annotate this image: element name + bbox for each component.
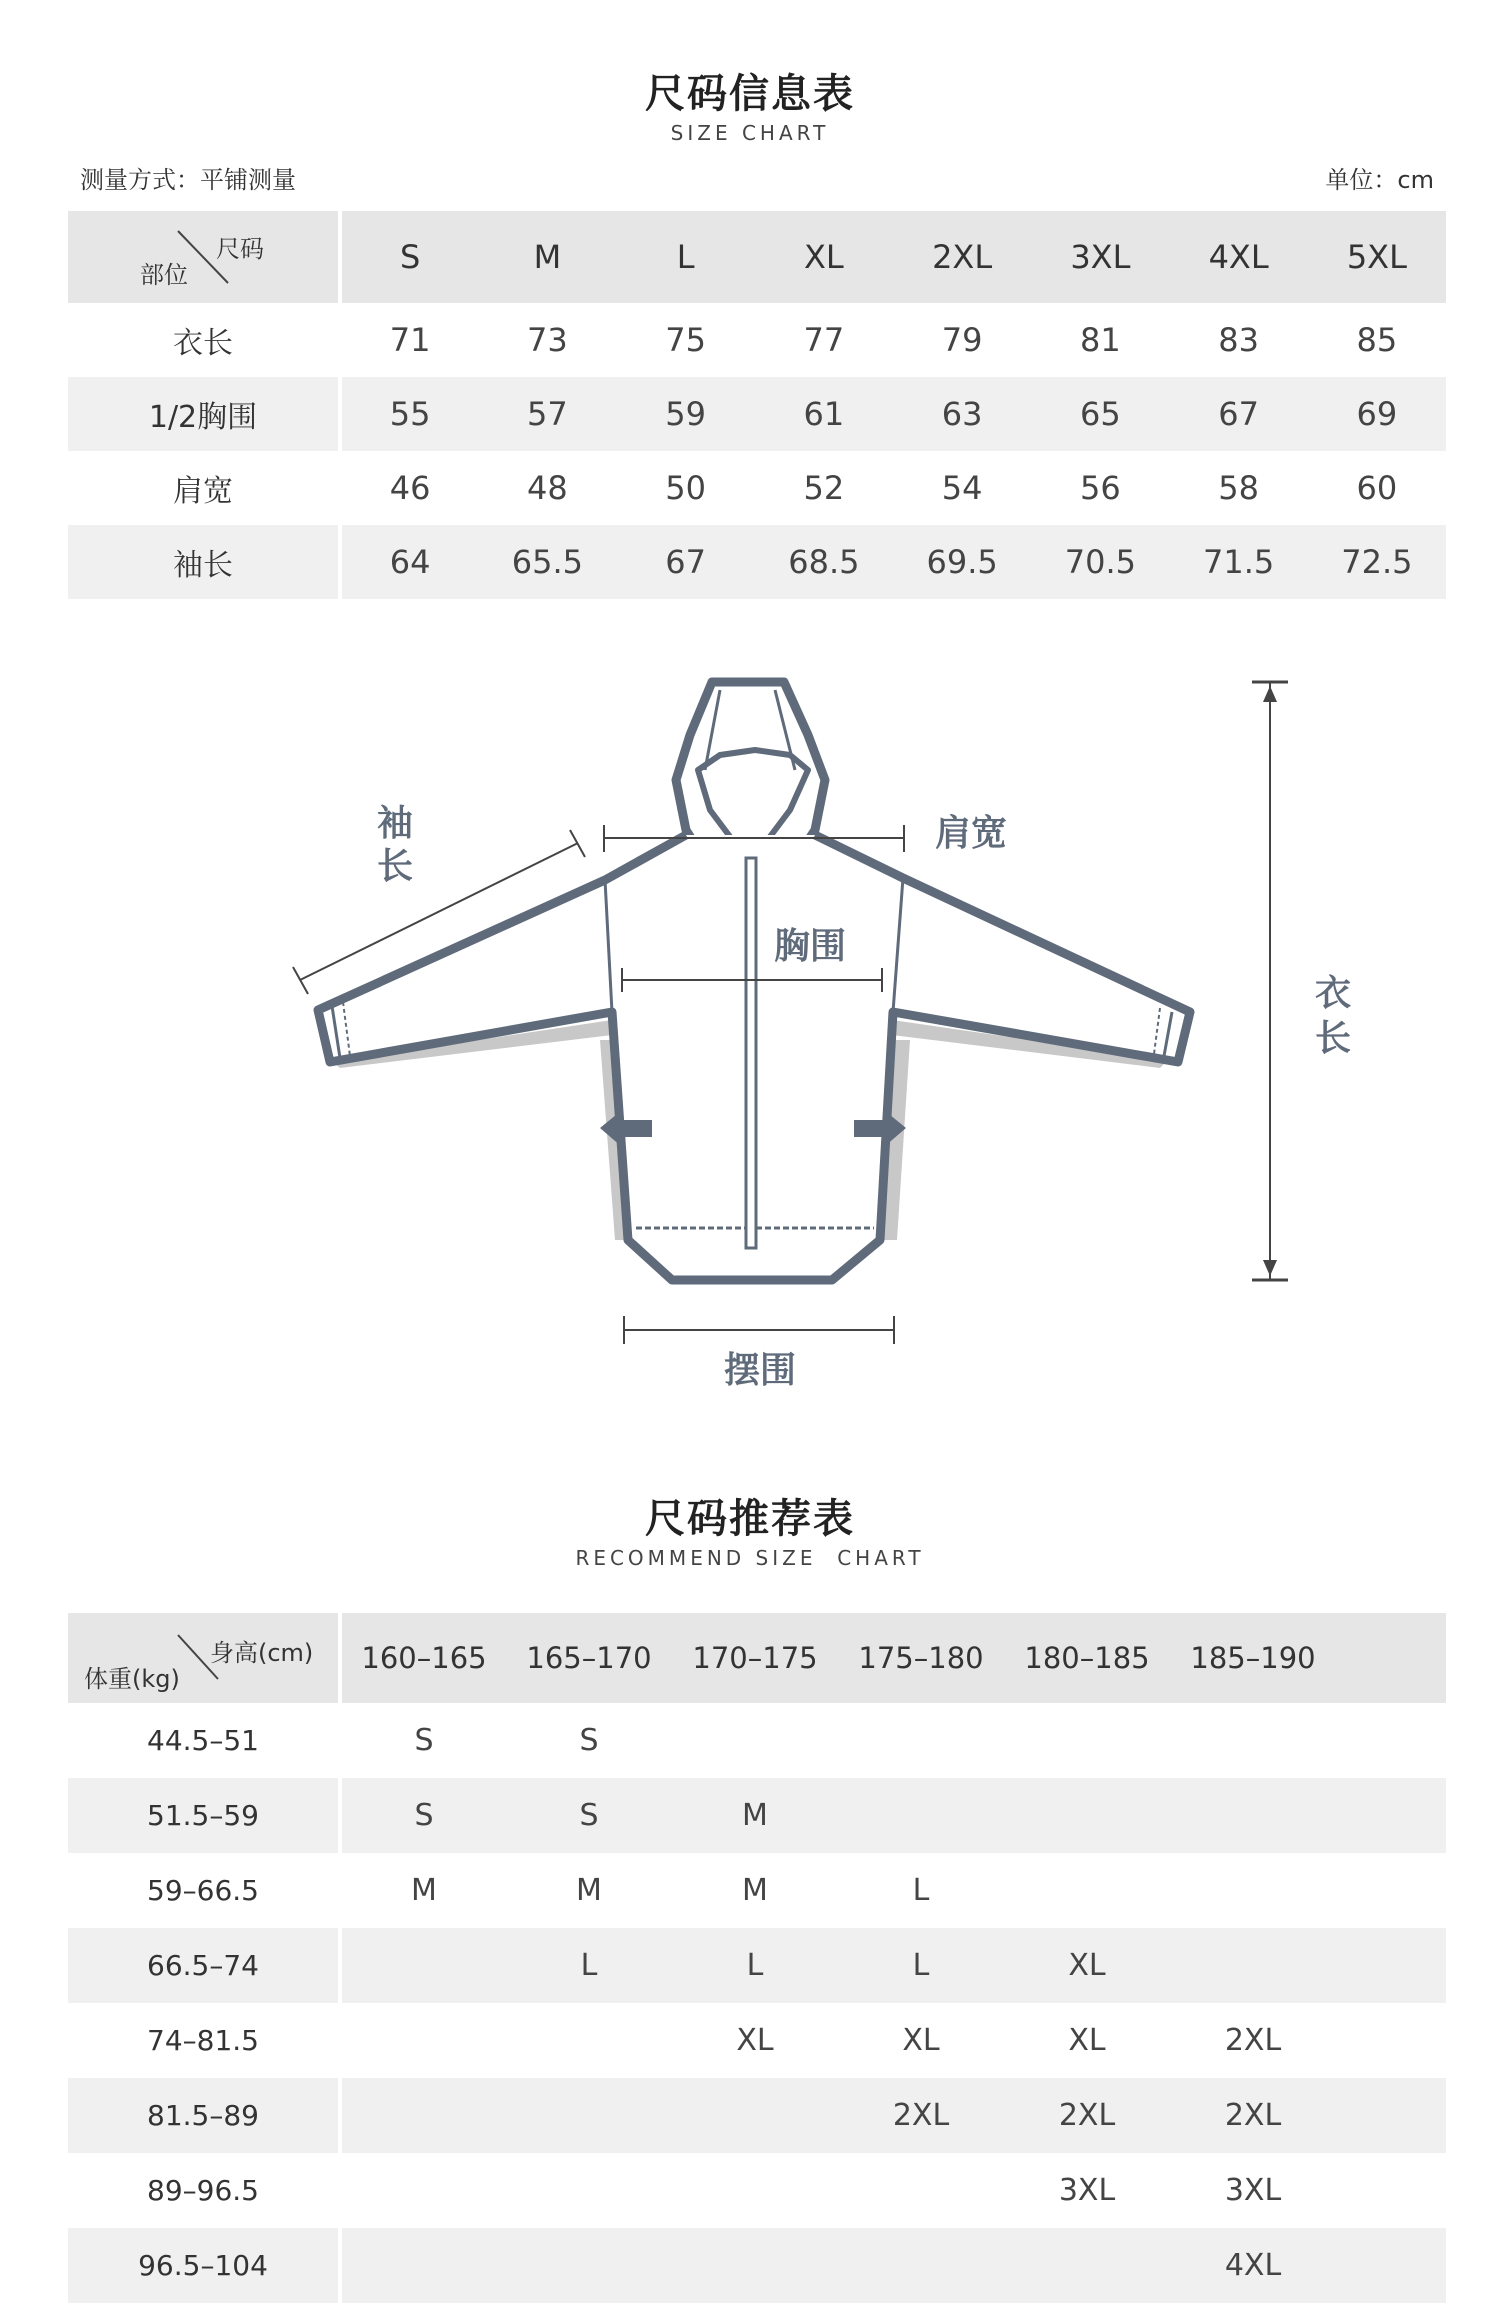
size-col-header: S (399, 238, 421, 276)
table-cell: L (746, 1948, 764, 1983)
table-cell (340, 2003, 506, 2078)
spacer-cell (1336, 2078, 1446, 2153)
weight-label: 74–81.5 (68, 2003, 340, 2078)
table-cell: 61 (803, 395, 845, 433)
table-cell (1004, 1853, 1170, 1928)
table-cell: 2XL (1058, 2098, 1116, 2133)
corner-diagonal (68, 211, 338, 303)
table-cell: 56 (1080, 469, 1121, 507)
table-cell: 63 (941, 395, 983, 433)
table-cell: XL (736, 2023, 774, 2058)
unit-label: 单位：cm (1325, 166, 1434, 194)
corner-weight-label: 体重(kg) (84, 1665, 180, 1693)
sleeve-label-char: 袖 (376, 803, 414, 844)
table-cell: 57 (527, 395, 568, 433)
corner-part-label: 部位 (140, 261, 188, 289)
size-col-header: 4XL (1208, 238, 1269, 276)
table-cell: 69 (1356, 395, 1398, 433)
table-cell: 50 (665, 469, 706, 507)
size-row-shoulder (68, 451, 1446, 525)
weight-label: 89–96.5 (68, 2153, 340, 2228)
height-col-header: 185–190 (1190, 1641, 1316, 1675)
measure-method: 测量方式：平铺测量 (80, 166, 296, 194)
table-cell: 71.5 (1203, 543, 1275, 581)
table-cell (340, 2078, 506, 2153)
weight-row (68, 1853, 1446, 1928)
table-cell: 3XL (1058, 2173, 1116, 2208)
table-cell: S (579, 1798, 599, 1833)
table-cell (1170, 1853, 1336, 1928)
weight-row (68, 1778, 1446, 1853)
height-col-header: 175–180 (858, 1641, 984, 1675)
spacer-cell (1336, 1778, 1446, 1853)
table-cell: 67 (665, 543, 706, 581)
table-cell: 59 (665, 395, 706, 433)
size-chart-subtitle: SIZE CHART (670, 121, 830, 145)
table-cell: S (414, 1798, 434, 1833)
table-cell: 52 (803, 469, 845, 507)
sleeve-label-char: 长 (376, 846, 414, 887)
spacer-cell (1336, 1928, 1446, 2003)
weight-label: 66.5–74 (68, 1928, 340, 2003)
row-label: 袖长 (68, 525, 340, 599)
table-cell (672, 1703, 838, 1778)
height-col-header: 160–165 (361, 1641, 487, 1675)
table-cell (1004, 2228, 1170, 2303)
size-row-chest (68, 377, 1446, 451)
size-row-length (68, 303, 1446, 377)
table-cell (672, 2078, 838, 2153)
table-cell: 79 (941, 321, 983, 359)
table-cell (838, 2228, 1004, 2303)
weight-label: 51.5–59 (68, 1778, 340, 1853)
table-cell: S (414, 1723, 434, 1758)
weight-row (68, 1703, 1446, 1778)
table-cell (838, 2153, 1004, 2228)
table-cell (340, 2153, 506, 2228)
table-cell: 77 (803, 321, 845, 359)
row-label: 衣长 (68, 303, 340, 377)
spacer-cell (1336, 2228, 1446, 2303)
chest-label: 胸围 (774, 926, 847, 967)
table-cell (672, 2153, 838, 2228)
table-cell: 83 (1218, 321, 1259, 359)
table-cell: 71 (389, 321, 431, 359)
height-header-row (68, 1613, 1446, 1703)
weight-label: 44.5–51 (68, 1703, 340, 1778)
weight-label: 96.5–104 (68, 2228, 340, 2303)
spacer-cell (1336, 1853, 1446, 1928)
table-cell: 54 (941, 469, 983, 507)
sleeve-measure-tick (570, 830, 585, 857)
table-cell: M (576, 1873, 602, 1908)
table-cell (506, 2003, 672, 2078)
table-cell: 60 (1356, 469, 1398, 507)
table-cell: 48 (527, 469, 568, 507)
size-corner-cell (68, 211, 340, 303)
table-cell: M (742, 1873, 768, 1908)
shoulder-label: 肩宽 (935, 813, 1008, 854)
row-label: 1/2胸围 (68, 377, 340, 451)
table-cell: L (912, 1948, 930, 1983)
length-label-char: 衣 (1314, 973, 1352, 1014)
recommend-chart-title: 尺码推荐表 (645, 1496, 855, 1542)
table-cell: 58 (1218, 469, 1259, 507)
table-cell: 2XL (892, 2098, 950, 2133)
weight-label: 59–66.5 (68, 1853, 340, 1928)
recommend-chart-table (68, 1613, 1446, 2303)
table-cell: L (580, 1948, 598, 1983)
size-col-header: XL (804, 238, 844, 276)
table-cell: 2XL (1224, 2098, 1282, 2133)
spacer-cell (1336, 1703, 1446, 1778)
table-cell: XL (1068, 2023, 1106, 2058)
size-chart-table (68, 211, 1448, 599)
table-cell: 68.5 (788, 543, 860, 581)
table-cell (1004, 1703, 1170, 1778)
length-arrowhead-icon (1263, 686, 1277, 702)
height-col-header: 180–185 (1024, 1641, 1150, 1675)
table-cell: 67 (1218, 395, 1259, 433)
table-cell (1170, 1778, 1336, 1853)
table-cell (1004, 1778, 1170, 1853)
row-label: 肩宽 (68, 451, 340, 525)
table-cell: 70.5 (1064, 543, 1136, 581)
table-cell (838, 1778, 1004, 1853)
weight-row (68, 1928, 1446, 2003)
height-col-header: 170–175 (692, 1641, 818, 1675)
table-cell: XL (1068, 1948, 1106, 1983)
table-cell (340, 1928, 506, 2003)
table-cell (838, 1703, 1004, 1778)
spacer-cell (1336, 2003, 1446, 2078)
table-cell (340, 2228, 506, 2303)
corner-size-label: 尺码 (216, 235, 264, 263)
size-header-row (68, 211, 1446, 303)
table-cell: M (742, 1798, 768, 1833)
height-col-header: 165–170 (526, 1641, 652, 1675)
table-cell: L (912, 1873, 930, 1908)
sleeve-measure-tick (293, 967, 308, 994)
table-cell: 64 (389, 543, 431, 581)
hem-label: 摆围 (724, 1350, 797, 1391)
recommend-corner-cell (68, 1613, 340, 1703)
table-cell (1170, 1703, 1336, 1778)
recommend-chart-subtitle: RECOMMEND SIZE CHART (575, 1546, 925, 1570)
table-cell: 81 (1080, 321, 1121, 359)
size-col-header: M (533, 238, 562, 276)
weight-row (68, 2153, 1446, 2228)
size-col-header: 2XL (932, 238, 993, 276)
table-cell: 75 (665, 321, 706, 359)
size-row-sleeve (68, 525, 1446, 599)
spacer-cell (1336, 2153, 1446, 2228)
table-cell: 3XL (1224, 2173, 1282, 2208)
table-cell: S (579, 1723, 599, 1758)
length-arrowhead-icon (1263, 1260, 1277, 1276)
table-cell: 73 (527, 321, 568, 359)
table-cell (506, 2078, 672, 2153)
weight-label: 81.5–89 (68, 2078, 340, 2153)
jacket-measurement-diagram (0, 650, 1500, 1430)
table-cell (506, 2228, 672, 2303)
table-cell: M (411, 1873, 437, 1908)
size-col-header: L (676, 238, 695, 276)
corner-height-label: 身高(cm) (210, 1639, 314, 1667)
weight-row (68, 2228, 1446, 2303)
table-cell (672, 2228, 838, 2303)
table-cell: 55 (389, 395, 431, 433)
weight-row (68, 2003, 1446, 2078)
size-chart-title: 尺码信息表 (645, 71, 855, 117)
table-cell: 65 (1080, 395, 1121, 433)
weight-row (68, 2078, 1446, 2153)
zipper (746, 858, 756, 1248)
table-cell: 72.5 (1341, 543, 1413, 581)
table-cell: 46 (389, 469, 431, 507)
table-cell (506, 2153, 672, 2228)
table-cell: 4XL (1224, 2248, 1282, 2283)
table-cell: 85 (1356, 321, 1398, 359)
table-cell: XL (902, 2023, 940, 2058)
table-cell: 65.5 (511, 543, 583, 581)
length-label-char: 长 (1314, 1018, 1352, 1059)
table-cell: 2XL (1224, 2023, 1282, 2058)
table-cell: 69.5 (926, 543, 998, 581)
size-col-header: 3XL (1070, 238, 1131, 276)
table-cell (1170, 1928, 1336, 2003)
size-col-header: 5XL (1346, 238, 1407, 276)
spacer-cell (1336, 1613, 1446, 1703)
